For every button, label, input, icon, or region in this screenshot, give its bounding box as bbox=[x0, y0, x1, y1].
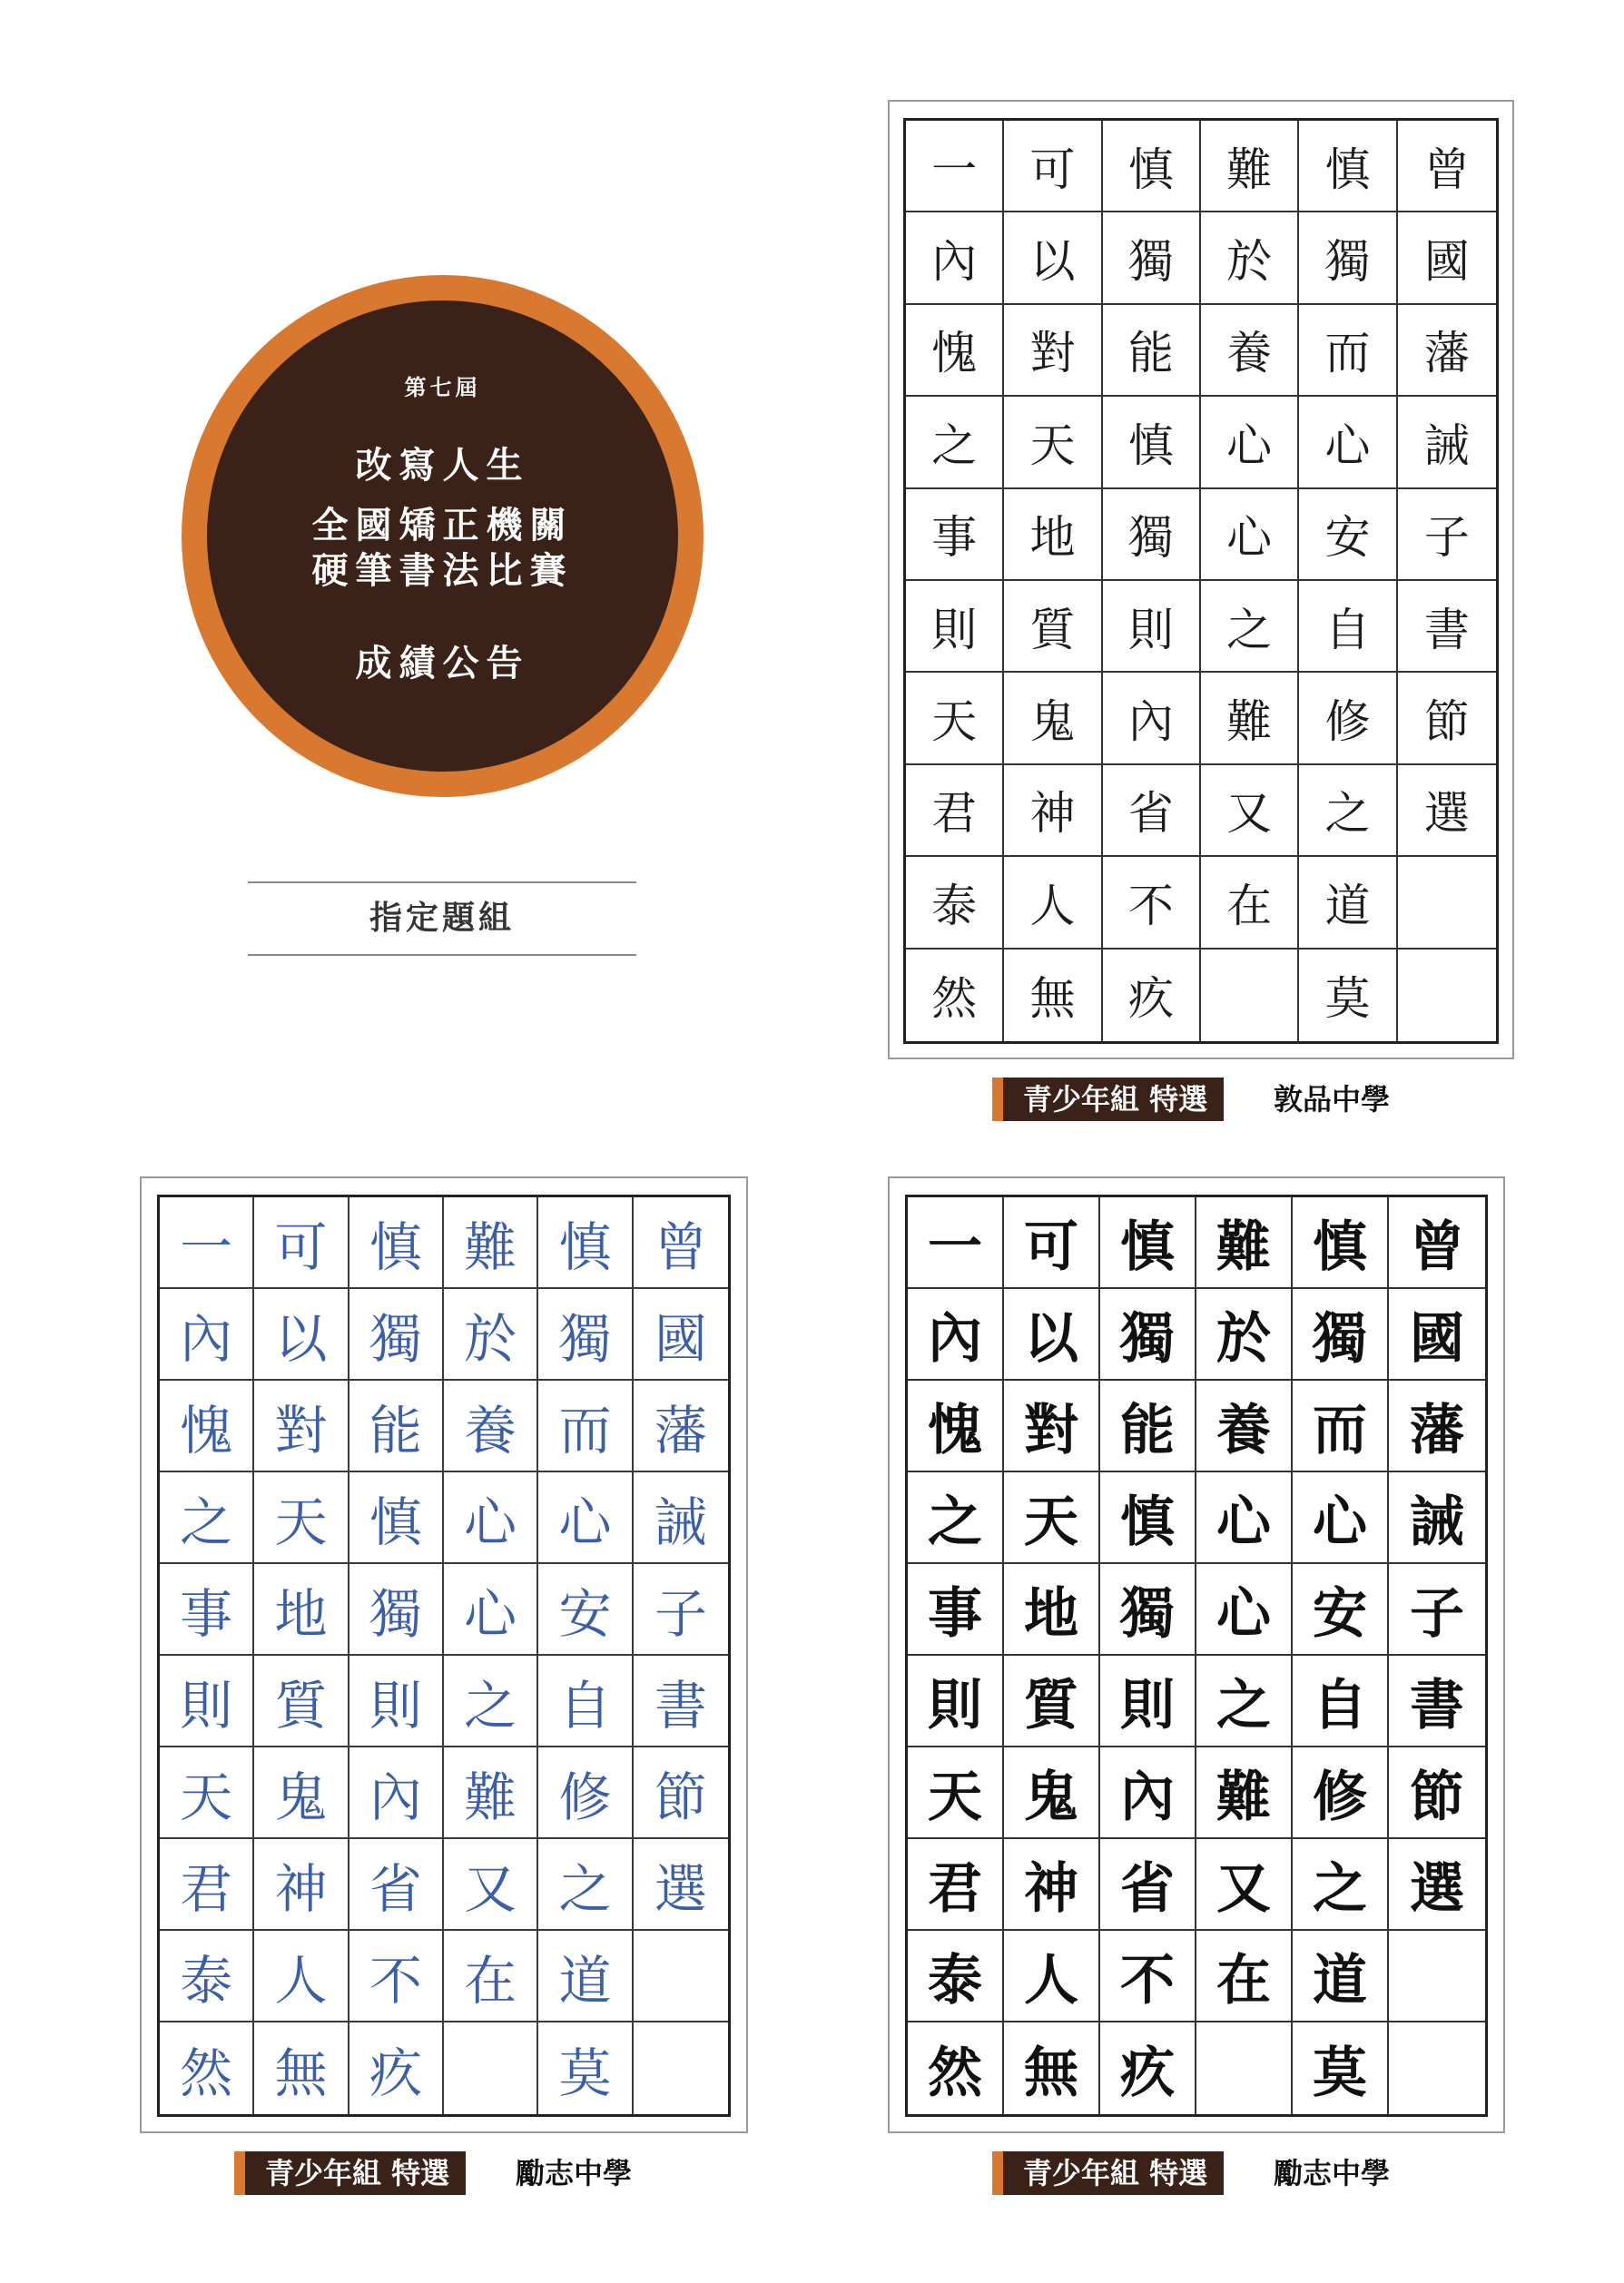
grid-cell: 內 bbox=[906, 212, 1004, 304]
grid-cell: 一 bbox=[908, 1197, 1004, 1289]
grid-cell: 一 bbox=[906, 121, 1004, 212]
grid-cell: 誡 bbox=[1398, 397, 1496, 488]
grid-cell: 國 bbox=[1398, 212, 1496, 304]
grid-cell: 愧 bbox=[906, 305, 1004, 397]
grid-cell: 然 bbox=[160, 2022, 254, 2114]
grid-cell: 而 bbox=[538, 1381, 633, 1472]
grid-cell: 藩 bbox=[634, 1381, 728, 1472]
grid-cell: 曾 bbox=[634, 1197, 728, 1289]
grid-cell: 又 bbox=[1201, 765, 1299, 857]
grid-cell: 鬼 bbox=[1004, 1747, 1100, 1839]
grid-cell: 心 bbox=[538, 1472, 633, 1564]
grid-cell: 獨 bbox=[349, 1289, 444, 1381]
grid-cell-empty bbox=[1201, 950, 1299, 1041]
award-label: 特選 bbox=[1149, 2156, 1208, 2190]
school-name: 敦品中學 bbox=[1274, 1082, 1391, 1117]
grid-cell: 以 bbox=[1004, 1289, 1100, 1381]
grid-cell: 質 bbox=[1004, 1656, 1100, 1747]
grid-cell: 之 bbox=[1299, 765, 1397, 857]
calligraphy-sheet-3 bbox=[888, 1176, 1505, 2133]
grid-cell: 誡 bbox=[634, 1472, 728, 1564]
title-badge bbox=[207, 300, 678, 772]
grid-cell: 不 bbox=[349, 1931, 444, 2022]
grid-cell: 天 bbox=[908, 1747, 1004, 1839]
grid-cell: 心 bbox=[1201, 489, 1299, 581]
grid-cell: 而 bbox=[1293, 1381, 1389, 1472]
grid-cell: 則 bbox=[906, 581, 1004, 673]
grid-cell: 泰 bbox=[160, 1931, 254, 2022]
badge-title-line-2: 全國矯正機關 bbox=[311, 505, 574, 546]
grid-cell: 內 bbox=[1103, 673, 1201, 764]
grid-cell: 君 bbox=[160, 1839, 254, 1931]
grid-cell: 心 bbox=[1196, 1564, 1293, 1656]
grid-cell: 君 bbox=[906, 765, 1004, 857]
grid-cell: 難 bbox=[444, 1747, 538, 1839]
calligraphy-sheet-2 bbox=[140, 1176, 748, 2133]
grid-cell-empty bbox=[444, 2022, 538, 2114]
award-tag bbox=[992, 1078, 1224, 1121]
grid-cell: 慎 bbox=[1103, 397, 1201, 488]
entry-caption-3 bbox=[992, 2151, 1501, 2195]
grid-cell: 心 bbox=[1293, 1472, 1389, 1564]
grid-cell: 子 bbox=[1398, 489, 1496, 581]
grid-cell: 節 bbox=[1398, 673, 1496, 764]
grid-cell: 之 bbox=[444, 1656, 538, 1747]
grid-cell: 人 bbox=[1004, 857, 1102, 949]
grid-cell: 地 bbox=[1004, 489, 1102, 581]
grid-cell: 可 bbox=[1004, 1197, 1100, 1289]
grid-cell: 慎 bbox=[1100, 1197, 1196, 1289]
grid-cell: 無 bbox=[1004, 950, 1102, 1041]
grid-cell: 書 bbox=[634, 1656, 728, 1747]
grid-cell: 慎 bbox=[349, 1472, 444, 1564]
grid-cell: 愧 bbox=[160, 1381, 254, 1472]
grid-cell: 則 bbox=[1100, 1656, 1196, 1747]
grid-cell: 國 bbox=[634, 1289, 728, 1381]
grid-cell: 修 bbox=[1299, 673, 1397, 764]
grid-cell: 道 bbox=[538, 1931, 633, 2022]
grid-cell: 能 bbox=[349, 1381, 444, 1472]
grid-cell: 慎 bbox=[1103, 121, 1201, 212]
grid-cell: 書 bbox=[1389, 1656, 1485, 1747]
grid-cell: 能 bbox=[1100, 1381, 1196, 1472]
grid-cell: 於 bbox=[444, 1289, 538, 1381]
grid-cell: 曾 bbox=[1389, 1197, 1485, 1289]
grid-cell: 之 bbox=[1293, 1839, 1389, 1931]
grid-cell: 在 bbox=[444, 1931, 538, 2022]
grid-cell: 養 bbox=[444, 1381, 538, 1472]
grid-cell: 獨 bbox=[1103, 489, 1201, 581]
grid-cell: 節 bbox=[634, 1747, 728, 1839]
grid-cell-empty bbox=[1196, 2022, 1293, 2114]
grid-cell: 之 bbox=[906, 397, 1004, 488]
grid-cell: 泰 bbox=[906, 857, 1004, 949]
grid-cell: 一 bbox=[160, 1197, 254, 1289]
grid-cell: 省 bbox=[1103, 765, 1201, 857]
grid-cell: 心 bbox=[1201, 397, 1299, 488]
grid-cell: 安 bbox=[538, 1564, 633, 1656]
grid-cell: 又 bbox=[1196, 1839, 1293, 1931]
grid-cell: 鬼 bbox=[254, 1747, 349, 1839]
grid-cell: 無 bbox=[254, 2022, 349, 2114]
grid-cell: 鬼 bbox=[1004, 673, 1102, 764]
calligraphy-grid-2 bbox=[157, 1195, 731, 2117]
category-label: 青少年組 bbox=[1023, 2156, 1140, 2190]
grid-cell: 自 bbox=[538, 1656, 633, 1747]
grid-cell: 對 bbox=[1004, 305, 1102, 397]
entry-caption-2 bbox=[234, 2151, 688, 2195]
grid-cell: 天 bbox=[1004, 397, 1102, 488]
grid-cell: 則 bbox=[160, 1656, 254, 1747]
grid-cell: 神 bbox=[254, 1839, 349, 1931]
grid-cell: 內 bbox=[349, 1747, 444, 1839]
grid-cell: 選 bbox=[1398, 765, 1496, 857]
calligraphy-grid-1 bbox=[903, 118, 1499, 1044]
grid-cell: 難 bbox=[1196, 1197, 1293, 1289]
grid-cell: 不 bbox=[1103, 857, 1201, 949]
grid-cell: 獨 bbox=[349, 1564, 444, 1656]
grid-cell: 難 bbox=[1201, 673, 1299, 764]
grid-cell: 難 bbox=[1196, 1747, 1293, 1839]
grid-cell: 莫 bbox=[1293, 2022, 1389, 2114]
grid-cell: 獨 bbox=[1100, 1564, 1196, 1656]
grid-cell: 事 bbox=[908, 1564, 1004, 1656]
grid-cell: 慎 bbox=[1293, 1197, 1389, 1289]
grid-cell: 獨 bbox=[1100, 1289, 1196, 1381]
grid-cell: 國 bbox=[1389, 1289, 1485, 1381]
grid-cell: 難 bbox=[1201, 121, 1299, 212]
category-label: 青少年組 bbox=[265, 2156, 382, 2190]
grid-cell: 安 bbox=[1293, 1564, 1389, 1656]
grid-cell: 省 bbox=[349, 1839, 444, 1931]
group-label: 指定題組 bbox=[248, 881, 636, 956]
grid-cell: 在 bbox=[1196, 1931, 1293, 2022]
grid-cell: 道 bbox=[1299, 857, 1397, 949]
grid-cell: 莫 bbox=[538, 2022, 633, 2114]
grid-cell: 獨 bbox=[1103, 212, 1201, 304]
grid-cell: 人 bbox=[254, 1931, 349, 2022]
grid-cell: 莫 bbox=[1299, 950, 1397, 1041]
badge-title-line-1: 改寫人生 bbox=[355, 445, 530, 487]
school-name: 勵志中學 bbox=[516, 2156, 633, 2190]
grid-cell: 則 bbox=[349, 1656, 444, 1747]
grid-cell: 選 bbox=[634, 1839, 728, 1931]
grid-cell-empty bbox=[634, 2022, 728, 2114]
grid-cell: 而 bbox=[1299, 305, 1397, 397]
calligraphy-sheet-1 bbox=[888, 100, 1514, 1059]
grid-cell: 地 bbox=[1004, 1564, 1100, 1656]
grid-cell: 於 bbox=[1201, 212, 1299, 304]
grid-cell: 子 bbox=[634, 1564, 728, 1656]
grid-cell: 心 bbox=[444, 1472, 538, 1564]
grid-cell: 質 bbox=[254, 1656, 349, 1747]
grid-cell: 藩 bbox=[1389, 1381, 1485, 1472]
grid-cell: 養 bbox=[1196, 1381, 1293, 1472]
grid-cell: 修 bbox=[1293, 1747, 1389, 1839]
grid-cell: 之 bbox=[1201, 581, 1299, 673]
grid-cell: 獨 bbox=[1293, 1289, 1389, 1381]
grid-cell: 於 bbox=[1196, 1289, 1293, 1381]
grid-cell: 君 bbox=[908, 1839, 1004, 1931]
grid-cell: 天 bbox=[906, 673, 1004, 764]
grid-cell: 神 bbox=[1004, 765, 1102, 857]
entry-caption-1 bbox=[992, 1078, 1501, 1121]
grid-cell: 事 bbox=[906, 489, 1004, 581]
grid-cell: 人 bbox=[1004, 1931, 1100, 2022]
grid-cell: 疚 bbox=[1100, 2022, 1196, 2114]
grid-cell: 心 bbox=[1196, 1472, 1293, 1564]
grid-cell: 慎 bbox=[1100, 1472, 1196, 1564]
grid-cell: 事 bbox=[160, 1564, 254, 1656]
grid-cell: 則 bbox=[1103, 581, 1201, 673]
badge-title-line-3: 硬筆書法比賽 bbox=[311, 550, 574, 592]
grid-cell-empty bbox=[634, 1931, 728, 2022]
grid-cell: 以 bbox=[1004, 212, 1102, 304]
grid-cell: 能 bbox=[1103, 305, 1201, 397]
grid-cell: 不 bbox=[1100, 1931, 1196, 2022]
grid-cell: 之 bbox=[538, 1839, 633, 1931]
grid-cell: 獨 bbox=[1299, 212, 1397, 304]
grid-cell: 曾 bbox=[1398, 121, 1496, 212]
grid-cell: 節 bbox=[1389, 1747, 1485, 1839]
grid-cell-empty bbox=[1389, 1931, 1485, 2022]
grid-cell: 泰 bbox=[908, 1931, 1004, 2022]
grid-cell: 心 bbox=[1299, 397, 1397, 488]
grid-cell-empty bbox=[1389, 2022, 1485, 2114]
grid-cell: 獨 bbox=[538, 1289, 633, 1381]
grid-cell: 可 bbox=[254, 1197, 349, 1289]
grid-cell: 省 bbox=[1100, 1839, 1196, 1931]
grid-cell-empty bbox=[1398, 857, 1496, 949]
grid-cell: 對 bbox=[254, 1381, 349, 1472]
grid-cell: 子 bbox=[1389, 1564, 1485, 1656]
grid-cell: 疚 bbox=[349, 2022, 444, 2114]
grid-cell: 難 bbox=[444, 1197, 538, 1289]
grid-cell: 藩 bbox=[1398, 305, 1496, 397]
grid-cell: 愧 bbox=[908, 1381, 1004, 1472]
grid-cell: 無 bbox=[1004, 2022, 1100, 2114]
grid-cell: 書 bbox=[1398, 581, 1496, 673]
grid-cell: 天 bbox=[160, 1747, 254, 1839]
grid-cell: 地 bbox=[254, 1564, 349, 1656]
grid-cell: 修 bbox=[538, 1747, 633, 1839]
edition-label: 第七屆 bbox=[404, 375, 481, 400]
grid-cell: 則 bbox=[908, 1656, 1004, 1747]
grid-cell: 然 bbox=[908, 2022, 1004, 2114]
grid-cell: 又 bbox=[444, 1839, 538, 1931]
grid-cell: 然 bbox=[906, 950, 1004, 1041]
award-label: 特選 bbox=[1149, 1082, 1208, 1117]
award-tag bbox=[234, 2151, 466, 2195]
grid-cell: 可 bbox=[1004, 121, 1102, 212]
badge-title-line-4: 成績公告 bbox=[355, 643, 530, 684]
grid-cell: 質 bbox=[1004, 581, 1102, 673]
grid-cell: 慎 bbox=[349, 1197, 444, 1289]
grid-cell: 內 bbox=[1100, 1747, 1196, 1839]
grid-cell: 對 bbox=[1004, 1381, 1100, 1472]
grid-cell: 天 bbox=[254, 1472, 349, 1564]
grid-cell: 以 bbox=[254, 1289, 349, 1381]
grid-cell: 天 bbox=[1004, 1472, 1100, 1564]
grid-cell: 神 bbox=[1004, 1839, 1100, 1931]
grid-cell: 疚 bbox=[1103, 950, 1201, 1041]
grid-cell: 之 bbox=[160, 1472, 254, 1564]
award-tag bbox=[992, 2151, 1224, 2195]
school-name: 勵志中學 bbox=[1274, 2156, 1391, 2190]
grid-cell: 之 bbox=[908, 1472, 1004, 1564]
grid-cell: 養 bbox=[1201, 305, 1299, 397]
grid-cell: 自 bbox=[1299, 581, 1397, 673]
grid-cell: 心 bbox=[444, 1564, 538, 1656]
grid-cell: 安 bbox=[1299, 489, 1397, 581]
grid-cell: 內 bbox=[160, 1289, 254, 1381]
grid-cell: 之 bbox=[1196, 1656, 1293, 1747]
award-label: 特選 bbox=[391, 2156, 450, 2190]
category-label: 青少年組 bbox=[1023, 1082, 1140, 1117]
grid-cell: 內 bbox=[908, 1289, 1004, 1381]
grid-cell: 選 bbox=[1389, 1839, 1485, 1931]
grid-cell: 自 bbox=[1293, 1656, 1389, 1747]
grid-cell: 道 bbox=[1293, 1931, 1389, 2022]
grid-cell: 誡 bbox=[1389, 1472, 1485, 1564]
grid-cell-empty bbox=[1398, 950, 1496, 1041]
grid-cell: 在 bbox=[1201, 857, 1299, 949]
grid-cell: 慎 bbox=[538, 1197, 633, 1289]
grid-cell: 慎 bbox=[1299, 121, 1397, 212]
calligraphy-grid-3 bbox=[905, 1195, 1488, 2117]
